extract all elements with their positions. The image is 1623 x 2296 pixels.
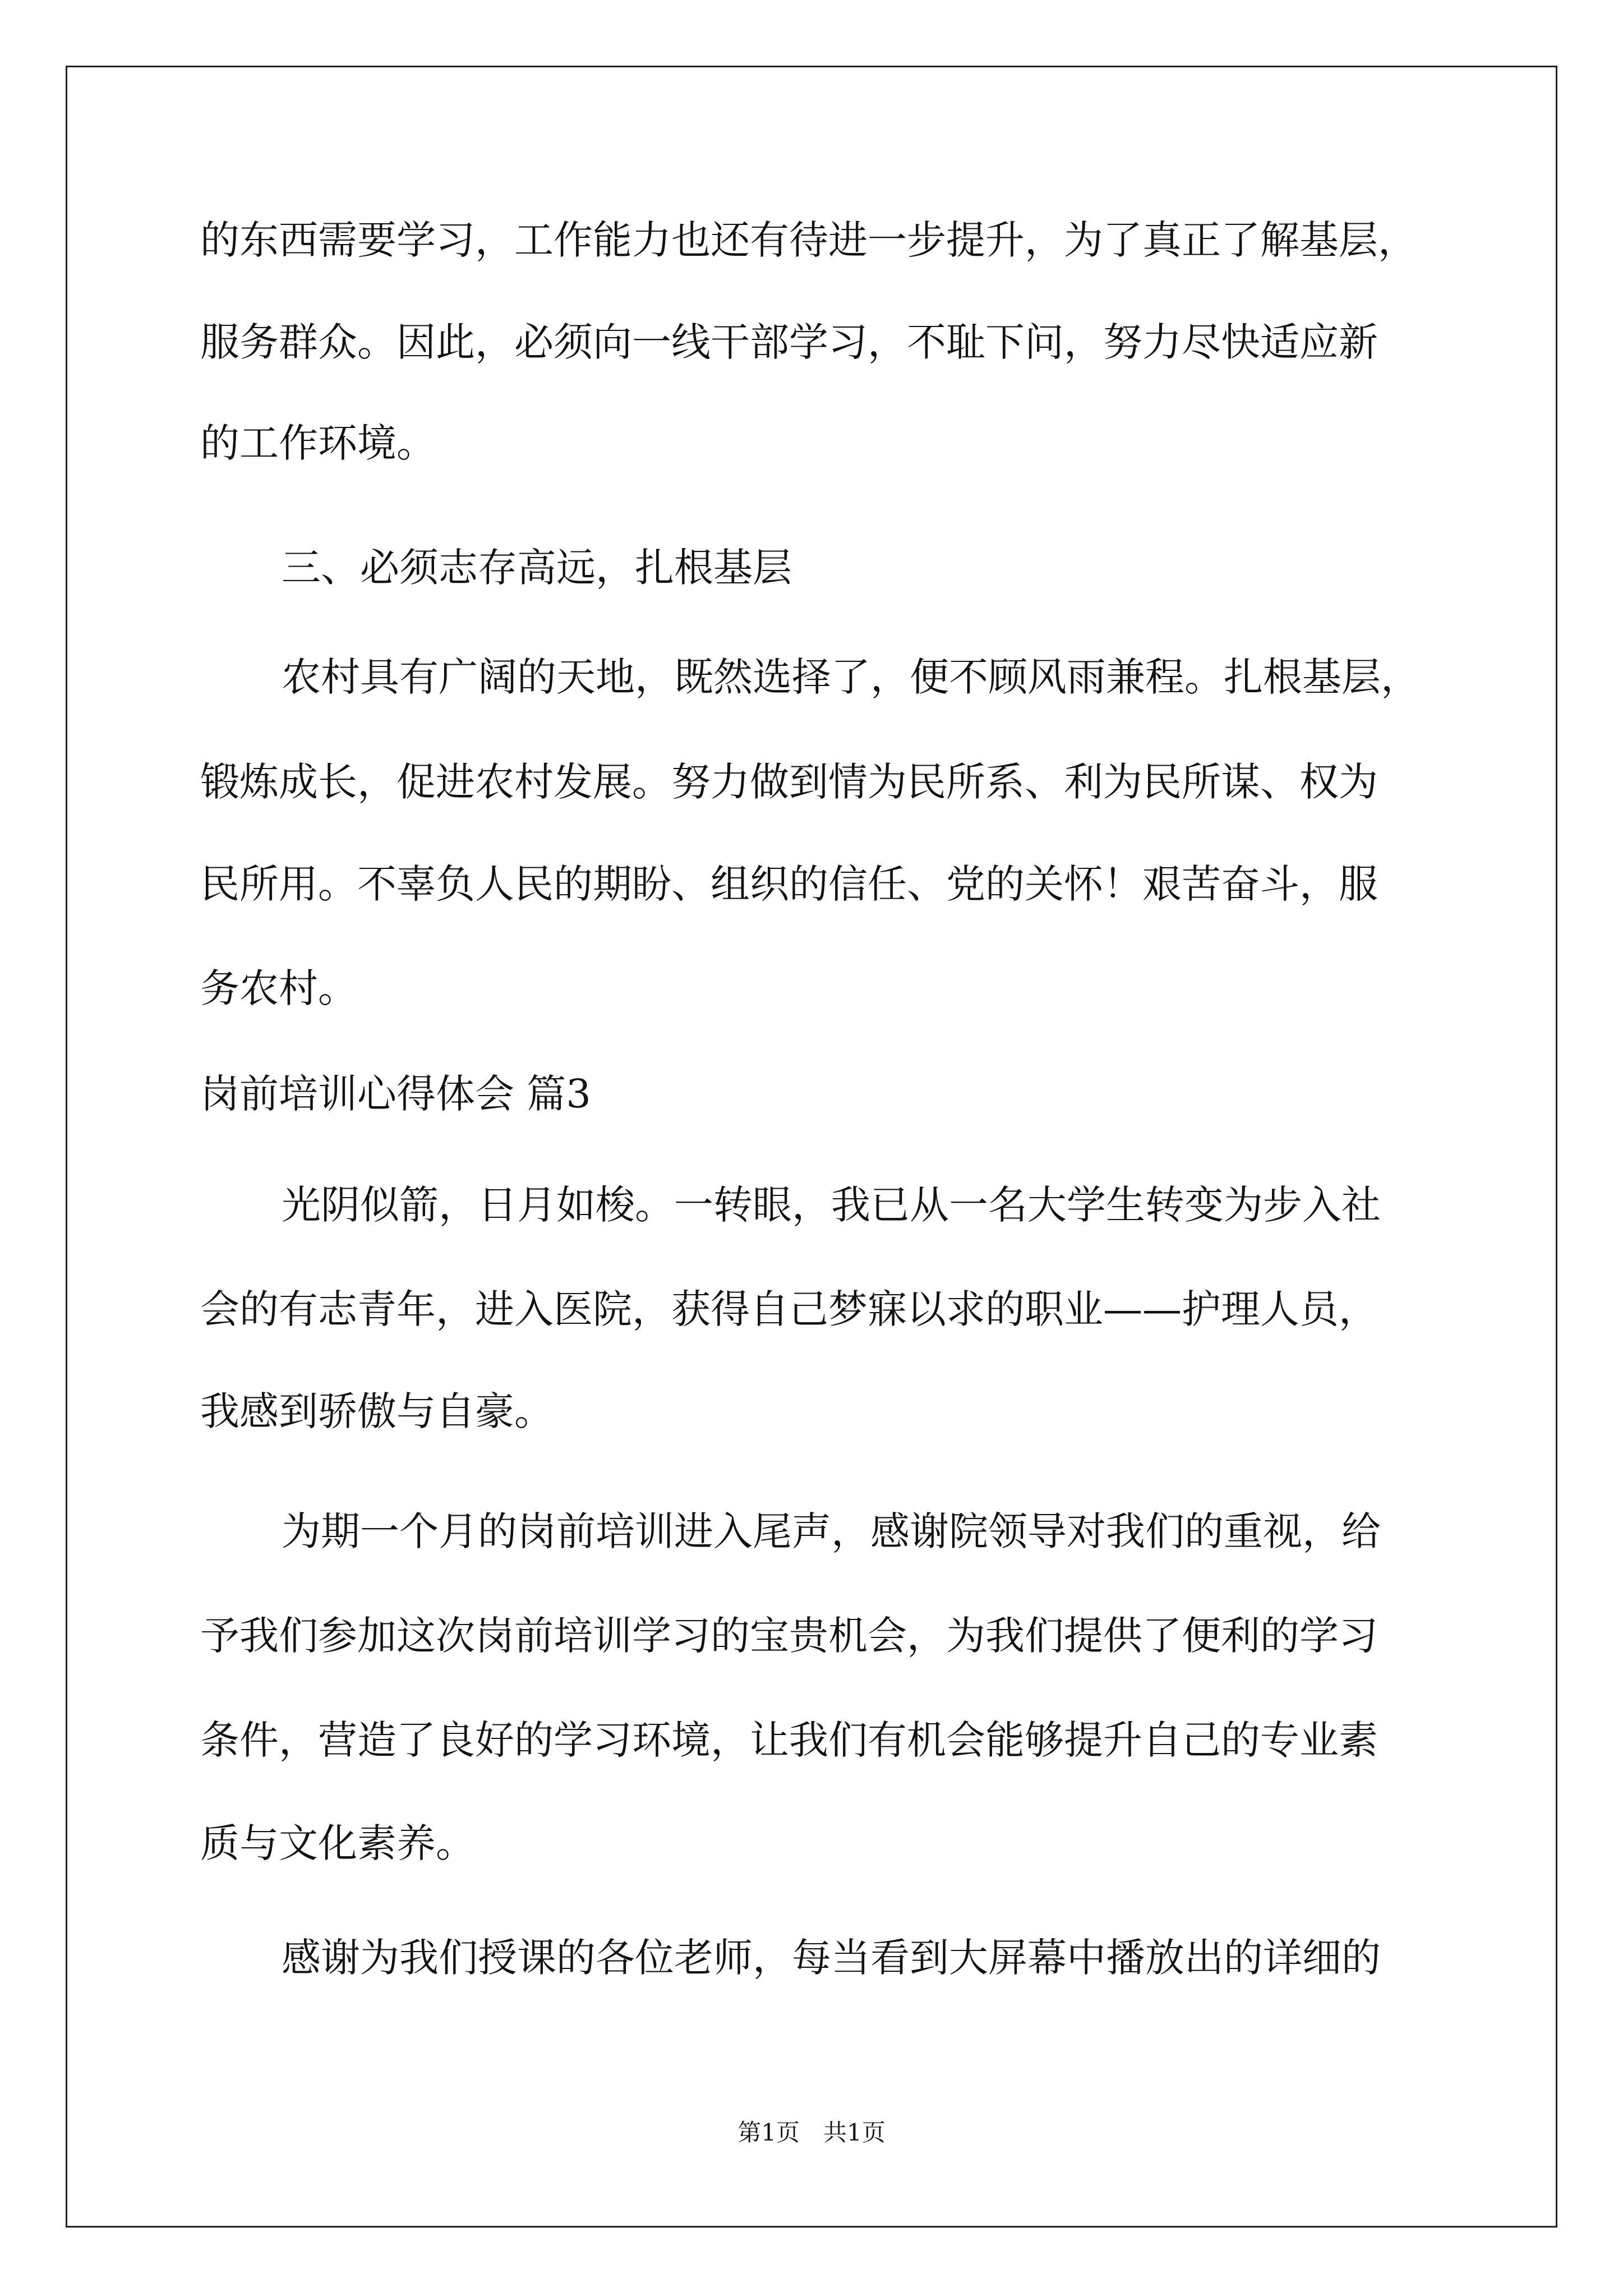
text-line: 感谢为我们授课的各位老师，每当看到大屏幕中播放出的详细的 <box>282 1935 1381 1981</box>
article-title: 岗前培训心得体会 篇3 <box>200 1071 591 1117</box>
section-heading: 三、必须志存高远，扎根基层 <box>282 545 792 591</box>
text-line: 务农村。 <box>200 965 357 1011</box>
page-footer: 第1页 共1页 <box>737 2119 886 2146</box>
text-line: 民所用。不辜负人民的期盼、组织的信任、党的关怀！艰苦奋斗，服 <box>200 861 1378 907</box>
text-line: 条件，营造了良好的学习环境，让我们有机会能够提升自己的专业素 <box>200 1717 1378 1763</box>
text-line: 服务群众。因此，必须向一线干部学习，不耻下问，努力尽快适应新 <box>200 319 1378 365</box>
text-line: 为期一个月的岗前培训进入尾声，感谢院领导对我们的重视，给 <box>282 1508 1381 1554</box>
page-border <box>66 66 1557 2228</box>
text-line: 的东西需要学习，工作能力也还有待进一步提升，为了真正了解基层， <box>200 217 1417 263</box>
text-line: 会的有志青年，进入医院，获得自己梦寐以求的职业——护理人员， <box>200 1286 1378 1332</box>
text-line: 我感到骄傲与自豪。 <box>200 1388 554 1434</box>
text-line: 予我们参加这次岗前培训学习的宝贵机会，为我们提供了便利的学习 <box>200 1613 1378 1659</box>
text-line: 锻炼成长，促进农村发展。努力做到情为民所系、利为民所谋、权为 <box>200 759 1378 805</box>
text-line: 的工作环境。 <box>200 420 436 466</box>
text-line: 质与文化素养。 <box>200 1820 475 1866</box>
text-line: 农村具有广阔的天地，既然选择了，便不顾风雨兼程。扎根基层， <box>282 654 1420 700</box>
text-line: 光阴似箭，日月如梭。一转眼，我已从一名大学生转变为步入社 <box>282 1182 1381 1228</box>
